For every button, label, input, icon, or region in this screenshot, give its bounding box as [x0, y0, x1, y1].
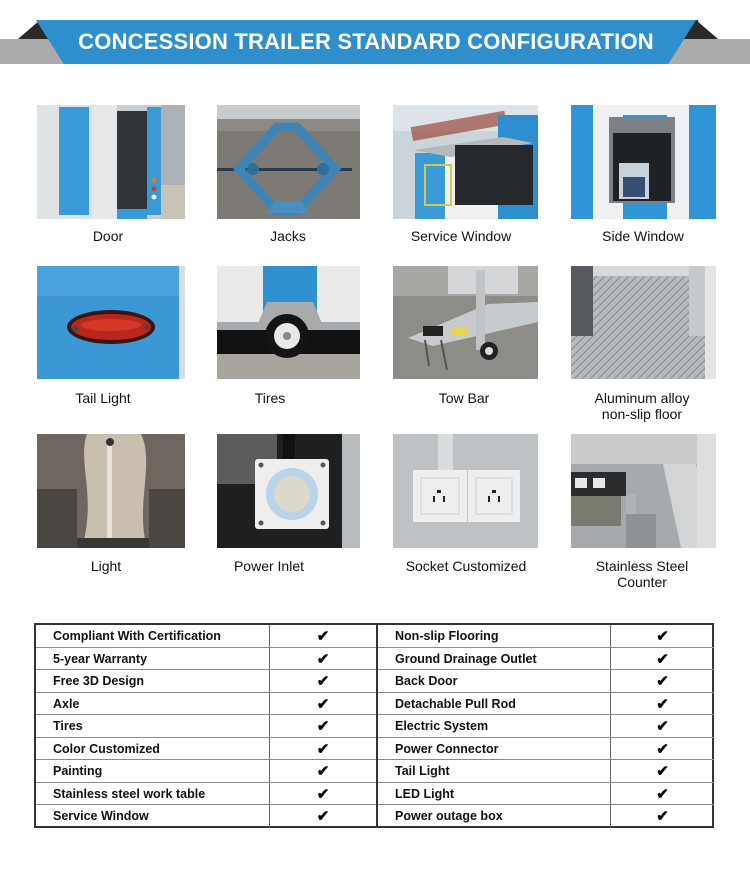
- caption-stainless-counter-line1: Stainless Steel: [595, 558, 689, 574]
- configuration-table-right: [376, 625, 714, 826]
- power-inlet-photo: [217, 434, 360, 548]
- caption-aluminum-floor-line1: Aluminum alloy: [594, 390, 690, 406]
- caption-side-window: Side Window: [602, 228, 684, 244]
- table-row: [36, 693, 376, 716]
- table-row: [36, 625, 376, 648]
- checkmark-icon: ✔: [610, 760, 714, 782]
- table-row: [378, 738, 714, 761]
- configuration-table-left: [36, 625, 376, 826]
- caption-stainless-counter-line2: Counter: [617, 574, 667, 590]
- tail-light-photo: [37, 266, 185, 379]
- table-row: [378, 715, 714, 738]
- caption-socket-customized: Socket Customized: [405, 558, 527, 574]
- feature-label: Tail Light: [395, 764, 450, 778]
- feature-label: Back Door: [395, 674, 458, 688]
- feature-label: 5-year Warranty: [53, 651, 148, 666]
- checkmark-icon: ✔: [269, 760, 376, 782]
- feature-label: Service Window: [53, 809, 149, 823]
- caption-service-window: Service Window: [410, 228, 512, 244]
- table-row: [36, 670, 376, 693]
- table-row: [378, 648, 714, 671]
- caption-aluminum-floor-line2: non-slip floor: [601, 406, 683, 422]
- aluminum-floor-photo: [571, 266, 716, 379]
- stainless-counter-photo: [571, 434, 716, 548]
- caption-tail-light: Tail Light: [75, 390, 131, 406]
- feature-label: Non-slip Flooring: [395, 629, 499, 643]
- feature-label: Stainless steel work table: [53, 786, 206, 801]
- page-title: CONCESSION TRAILER STANDARD CONFIGURATION: [78, 29, 654, 54]
- checkmark-icon: ✔: [269, 715, 376, 737]
- ribbon-fold-right: [696, 20, 718, 39]
- feature-label: Tires: [53, 719, 83, 733]
- checkmark-icon: ✔: [269, 625, 376, 647]
- caption-light: Light: [90, 558, 122, 574]
- feature-label: Power Connector: [395, 741, 499, 756]
- checkmark-icon: ✔: [610, 715, 714, 737]
- table-row: [378, 625, 714, 648]
- checkmark-icon: ✔: [269, 670, 376, 692]
- feature-label: Free 3D Design: [53, 674, 145, 688]
- checkmark-icon: ✔: [269, 648, 376, 670]
- table-row: [378, 783, 714, 806]
- tow-bar-photo: [393, 266, 538, 379]
- caption-tires: Tires: [254, 390, 286, 406]
- trailer-door-photo: [37, 105, 185, 219]
- wall-socket-photo: [393, 434, 538, 548]
- caption-jacks: Jacks: [270, 228, 306, 244]
- feature-label: Axle: [53, 696, 80, 711]
- caption-stainless-counter: [552, 558, 732, 590]
- table-row: [36, 760, 376, 783]
- feature-label: Compliant With Certification: [53, 629, 221, 643]
- side-window-photo: [571, 105, 716, 219]
- scissor-jack-photo: [217, 105, 360, 219]
- feature-label: Electric System: [395, 719, 489, 733]
- feature-label: Ground Drainage Outlet: [395, 651, 537, 666]
- service-window-photo: [393, 105, 538, 219]
- table-row: [36, 805, 376, 828]
- feature-label: Color Customized: [53, 741, 160, 756]
- caption-aluminum-floor: [552, 390, 732, 422]
- checkmark-icon: ✔: [610, 738, 714, 760]
- table-row: [36, 738, 376, 761]
- interior-light-photo: [37, 434, 185, 548]
- checkmark-icon: ✔: [610, 805, 714, 828]
- checkmark-icon: ✔: [610, 670, 714, 692]
- table-row: [36, 648, 376, 671]
- feature-label: Detachable Pull Rod: [395, 696, 516, 711]
- tire-photo: [217, 266, 360, 379]
- table-row: [378, 670, 714, 693]
- feature-label: Painting: [53, 764, 103, 778]
- checkmark-icon: ✔: [269, 738, 376, 760]
- table-row: [378, 805, 714, 828]
- caption-tow-bar: Tow Bar: [438, 390, 490, 406]
- checkmark-icon: ✔: [610, 625, 714, 647]
- configuration-table: [34, 623, 714, 828]
- table-row: [36, 783, 376, 806]
- header-ribbon: [0, 0, 750, 80]
- table-row: [378, 760, 714, 783]
- checkmark-icon: ✔: [610, 783, 714, 805]
- checkmark-icon: ✔: [610, 648, 714, 670]
- feature-label: Power outage box: [395, 809, 503, 823]
- caption-power-inlet: Power Inlet: [233, 558, 305, 574]
- checkmark-icon: ✔: [269, 805, 376, 828]
- caption-door: Door: [92, 228, 124, 244]
- checkmark-icon: ✔: [269, 693, 376, 715]
- checkmark-icon: ✔: [610, 693, 714, 715]
- table-row: [378, 693, 714, 716]
- table-row: [36, 715, 376, 738]
- feature-label: LED Light: [395, 786, 455, 801]
- checkmark-icon: ✔: [269, 783, 376, 805]
